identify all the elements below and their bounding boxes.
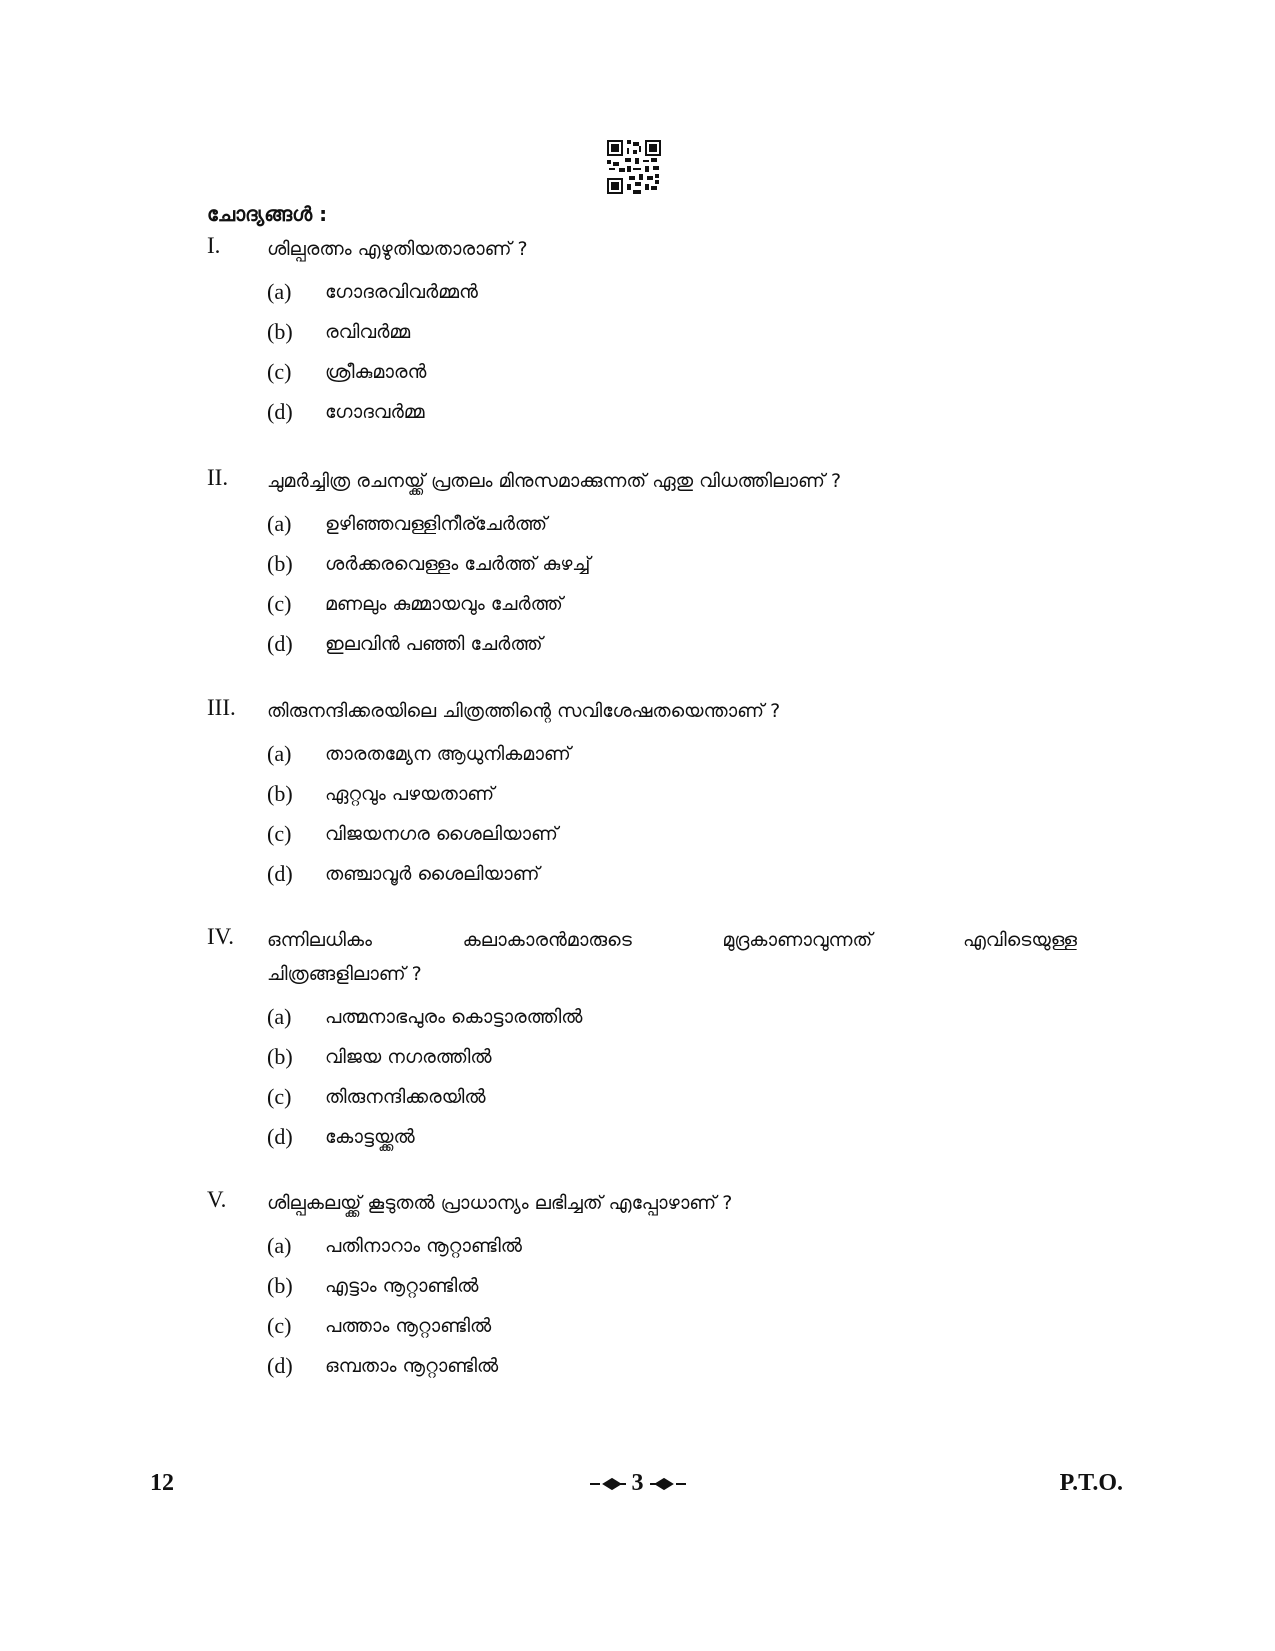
option-d	[267, 392, 1077, 432]
option-b	[267, 544, 1077, 584]
option-a	[267, 997, 1077, 1037]
option-c	[267, 352, 1077, 392]
option-letter: (a)	[267, 279, 292, 304]
option-text: ഉഴിഞ്ഞവള്ളിനീര്ചേർത്ത്	[325, 513, 548, 535]
option-c	[267, 1077, 1077, 1117]
option-d	[267, 624, 1077, 664]
option-letter: (d)	[267, 631, 293, 656]
option-d	[267, 1346, 1077, 1386]
option-letter: (c)	[267, 359, 292, 384]
option-text: രവിവർമ്മ	[325, 321, 411, 343]
please-turn-over: P.T.O.	[1059, 1470, 1123, 1496]
options-list	[267, 272, 1077, 432]
option-letter: (d)	[267, 861, 293, 886]
option-text: എട്ടാം നൂറ്റാണ്ടിൽ	[325, 1275, 479, 1297]
option-letter: (b)	[267, 781, 293, 806]
option-letter: (c)	[267, 821, 292, 846]
options-list	[267, 734, 1077, 894]
option-text: താരതമ്യേന ആധുനികമാണ്	[325, 743, 571, 765]
option-a	[267, 272, 1077, 312]
option-text: ഇലവിൻ പഞ്ഞി ചേർത്ത്	[325, 633, 543, 655]
options-list	[267, 504, 1077, 664]
question-number: II.	[207, 465, 229, 490]
ornament-right-icon	[650, 1477, 686, 1491]
options-list	[267, 1226, 1077, 1386]
option-text: പതിനാറാം നൂറ്റാണ്ടിൽ	[325, 1235, 522, 1257]
option-text: കോട്ടയ്ക്കൽ	[325, 1126, 415, 1148]
question-number: V.	[207, 1187, 227, 1212]
question-word: എവിടെയുള്ള	[962, 929, 1077, 951]
question-number: I.	[207, 233, 221, 258]
option-letter: (c)	[267, 591, 292, 616]
option-text: മണലും കുമ്മായവും ചേർത്ത്	[325, 593, 563, 615]
option-letter: (d)	[267, 399, 293, 424]
question-word: കലാകാരൻമാരുടെ	[462, 929, 632, 951]
section-heading: ചോദ്യങ്ങൾ :	[207, 202, 328, 226]
page-footer	[0, 1470, 1275, 1506]
option-text: ഗോദവർമ്മ	[325, 401, 425, 423]
option-text: വിജയനഗര ശൈലിയാണ്	[325, 823, 558, 845]
option-letter: (a)	[267, 511, 292, 536]
question-3	[207, 694, 1077, 894]
question-text: ചുമർച്ചിത്ര രചനയ്ക്ക് പ്രതലം മിനുസമാക്കുന്നത് ഏതു വിധത്തിലാണ് ?	[267, 470, 842, 492]
option-letter: (b)	[267, 319, 293, 344]
option-letter: (a)	[267, 741, 292, 766]
qr-code-icon	[607, 140, 661, 194]
option-letter: (b)	[267, 1044, 293, 1069]
option-text: പത്മനാഭപുരം കൊട്ടാരത്തിൽ	[325, 1006, 583, 1028]
option-b	[267, 312, 1077, 352]
option-text: തിരുനന്ദിക്കരയിൽ	[325, 1086, 486, 1108]
ornament-left-icon	[590, 1477, 626, 1491]
option-b	[267, 1037, 1077, 1077]
question-text-line-1	[267, 923, 1077, 957]
question-number: IV.	[207, 924, 235, 949]
option-c	[267, 584, 1077, 624]
option-letter: (c)	[267, 1084, 292, 1109]
option-d	[267, 1117, 1077, 1157]
question-text: തിരുനന്ദിക്കരയിലെ ചിത്രത്തിന്റെ സവിശേഷതയെന്താണ് ?	[267, 700, 781, 722]
options-list	[267, 997, 1077, 1157]
option-letter: (b)	[267, 551, 293, 576]
option-letter: (d)	[267, 1124, 293, 1149]
question-1	[207, 232, 1077, 432]
option-text: തഞ്ചാവൂർ ശൈലിയാണ്	[325, 863, 540, 885]
question-text: ശില്പരത്നം എഴുതിയതാരാണ് ?	[267, 238, 528, 260]
question-text	[267, 923, 1077, 991]
option-letter: (b)	[267, 1273, 293, 1298]
option-letter: (d)	[267, 1353, 293, 1378]
option-letter: (a)	[267, 1233, 292, 1258]
option-c	[267, 1306, 1077, 1346]
question-2	[207, 464, 1077, 664]
option-text: ഏറ്റവും പഴയതാണ്	[325, 783, 495, 805]
option-text: ഗോദരവിവർമ്മൻ	[325, 281, 478, 303]
question-text: ശില്പകലയ്ക്ക് കൂടുതൽ പ്രാധാന്യം ലഭിച്ചത് എപ്പോഴാണ് ?	[267, 1192, 733, 1214]
question-4	[207, 923, 1077, 1157]
option-c	[267, 814, 1077, 854]
option-d	[267, 854, 1077, 894]
subject-code: 12	[150, 1470, 174, 1496]
option-a	[267, 504, 1077, 544]
question-word: മുദ്രകാണാവുന്നത്	[722, 929, 873, 951]
option-a	[267, 734, 1077, 774]
question-word: ഒന്നിലധികം	[267, 929, 372, 951]
option-text: ശ്രീകുമാരൻ	[325, 361, 427, 383]
question-text-line-2: ചിത്രങ്ങളിലാണ് ?	[267, 963, 422, 985]
page-number: 3	[631, 1470, 644, 1496]
option-letter: (a)	[267, 1004, 292, 1029]
option-text: വിജയ നഗരത്തിൽ	[325, 1046, 492, 1068]
option-text: ശർക്കരവെള്ളം ചേർത്ത് കുഴച്ച്	[325, 553, 591, 575]
option-letter: (c)	[267, 1313, 292, 1338]
question-number: III.	[207, 695, 236, 720]
option-text: ഒമ്പതാം നൂറ്റാണ്ടിൽ	[325, 1355, 499, 1377]
option-b	[267, 774, 1077, 814]
option-a	[267, 1226, 1077, 1266]
option-text: പത്താം നൂറ്റാണ്ടിൽ	[325, 1315, 492, 1337]
question-5	[207, 1186, 1077, 1386]
option-b	[267, 1266, 1077, 1306]
